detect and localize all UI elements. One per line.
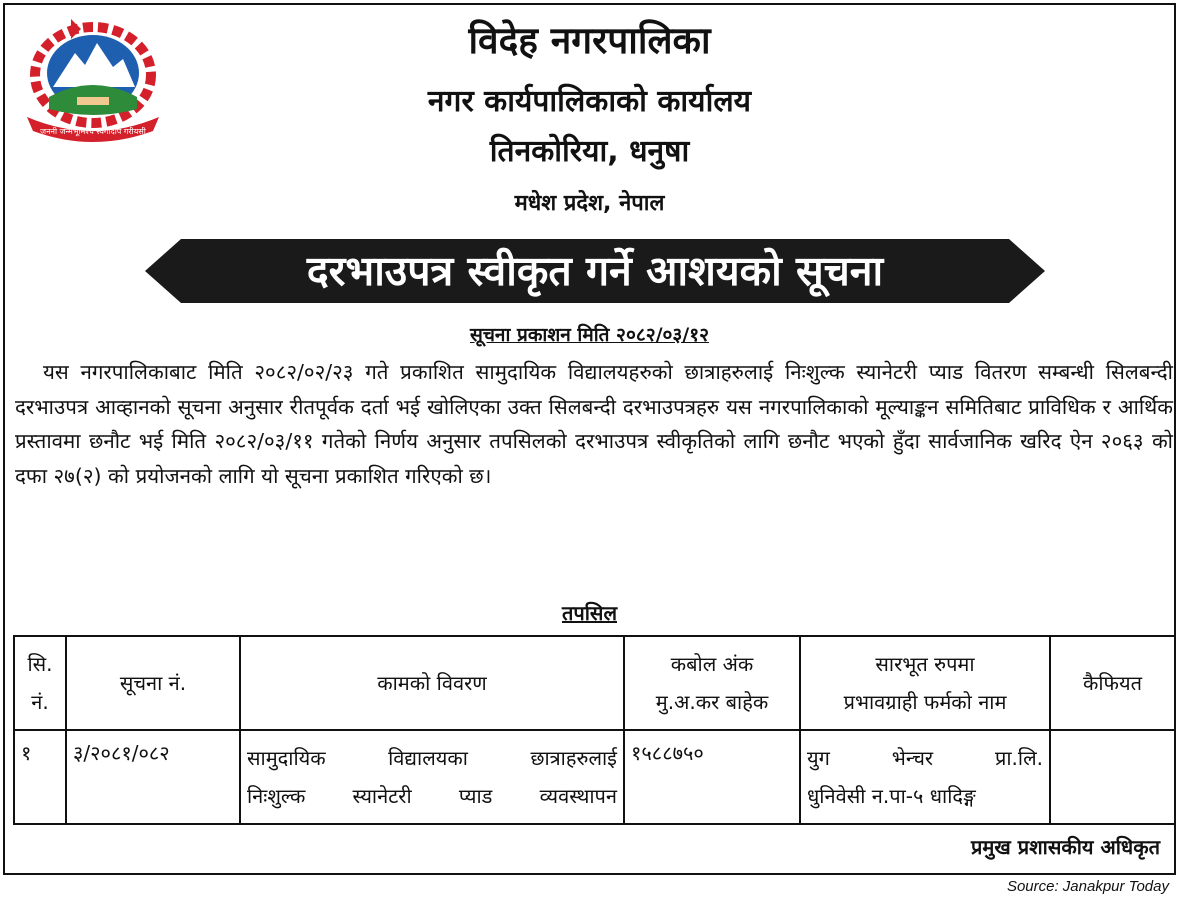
cell-serial: १ <box>14 730 66 824</box>
province-country: मधेश प्रदेश, नेपाल <box>514 191 665 216</box>
col-amount: कबोल अंक मु.अ.कर बाहेक <box>624 636 800 730</box>
notice-body: यस नगरपालिकाबाट मिति २०८२/०२/२३ गते प्रकाशित सामुदायिक विद्यालयहरुको छात्राहरुलाई निःशुल्क स्यानेटरी प्याड वितरण सम्बन्धी सिलबन्दी दरभाउपत्र आव्हानको सूचना अनुसार रीतपूर्वक दर्ता भई खोलिएका उक्त सिलबन्दी दरभाउपत्रहरु यस नगरपालिकाको मूल्याङ्कन समितिबाट प्राविधिक र आर्थिक प्रस्तावमा छनौट भई मिति २०८२/०३/११ गतेको निर्णय अनुसार तपसिलको दरभाउपत्र स्वीकृतिको लागि छनौट भएको हुँदा सार्वजानिक खरिद ऐन २०६३ को दफा २७(२) को प्रयोजनको लागि यो सूचना प्रकाशित गरिएको छ। <box>15 360 1173 488</box>
cell-remarks <box>1050 730 1175 824</box>
notice-title: दरभाउपत्र स्वीकृत गर्ने आशयको सूचना <box>306 247 884 295</box>
publication-date: सूचना प्रकाशन मिति २०८२/०३/१२ <box>470 324 709 346</box>
emblem-motto: जननी जन्मभूमिश्च स्वर्गादपि गरीयसी <box>40 127 146 136</box>
table-header-row <box>14 636 1175 730</box>
cell-work: सामुदायिक विद्यालयका छात्राहरुलाई निःशुल्क स्यानेटरी प्याड व्यवस्थापन <box>240 730 624 824</box>
cell-amount: १५८८७५० <box>624 730 800 824</box>
col-firm: सारभूत रुपमा प्रभावग्राही फर्मको नाम <box>800 636 1050 730</box>
notice-frame <box>3 3 1176 875</box>
col-notice-no: सूचना नं. <box>66 636 240 730</box>
office-location: तिनकोरिया, धनुषा <box>489 134 690 169</box>
office-name: नगर कार्यपालिकाको कार्यालय <box>427 84 752 119</box>
source-credit: Source: Janakpur Today <box>1006 878 1169 895</box>
col-remarks: कैफियत <box>1050 636 1175 730</box>
col-work: कामको विवरण <box>240 636 624 730</box>
details-heading: तपसिल <box>561 601 618 625</box>
details-table <box>13 635 1176 825</box>
col-serial: सि. नं. <box>14 636 66 730</box>
table-row <box>14 730 1175 824</box>
cell-notice-no: ३/२०८१/०८२ <box>66 730 240 824</box>
cell-firm: युग भेन्चर प्रा.लि. धुनिवेसी न.पा-५ धादिङ्ग <box>800 730 1050 824</box>
municipality-name: विदेह नगरपालिका <box>468 19 711 62</box>
notice-title-banner <box>145 237 1045 305</box>
signatory: प्रमुख प्रशासकीय अधिकृत <box>971 835 1160 859</box>
